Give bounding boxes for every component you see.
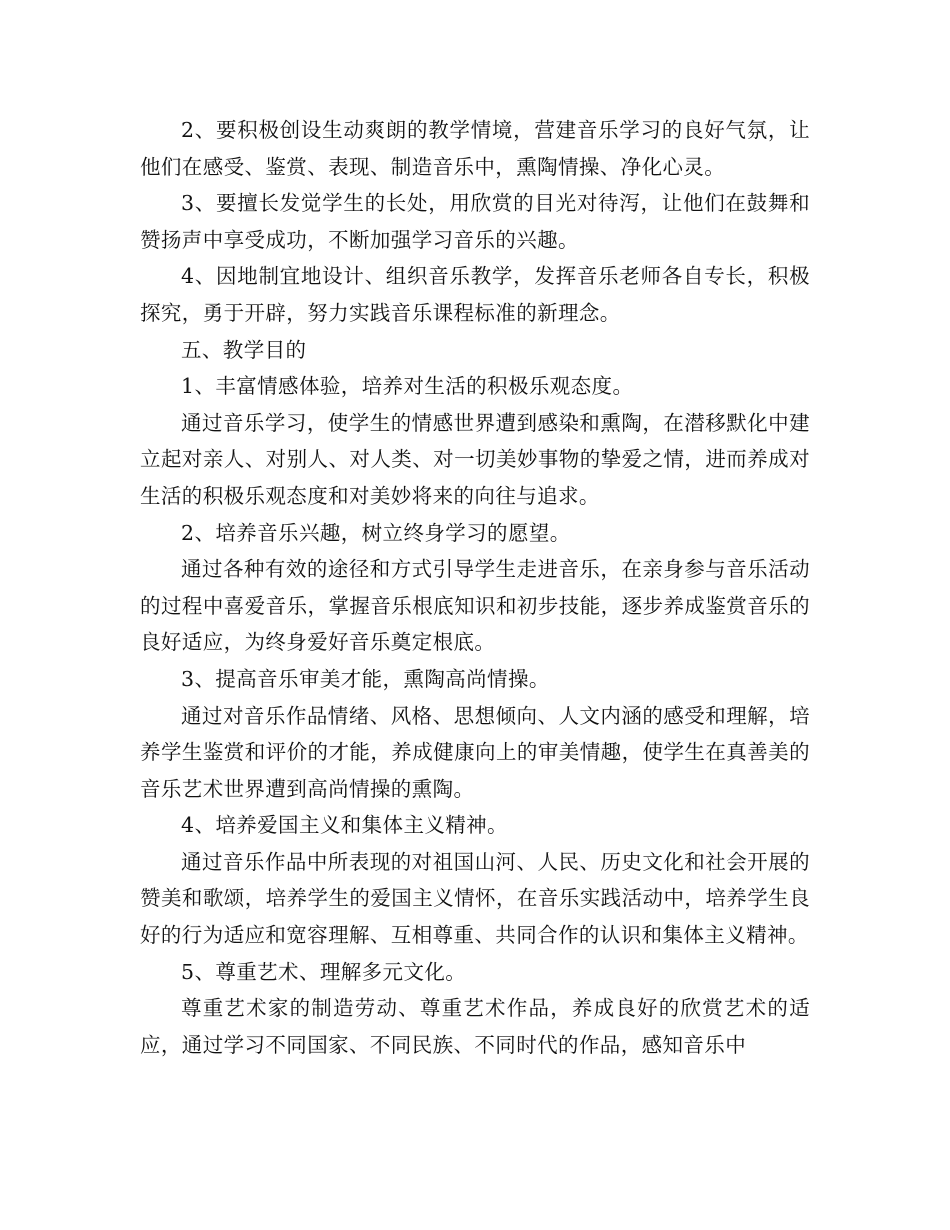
goal-5-body: 尊重艺术家的制造劳动、尊重艺术作品，养成良好的欣赏艺术的适应，通过学习不同国家、不同民族、不同时代的作品，感知音乐中 — [140, 996, 810, 1057]
goal-2-heading: 2、培养音乐兴趣，树立终身学习的愿望。 — [181, 520, 571, 545]
paragraph-strategy-3: 3、要擅长发觉学生的长处，用欣赏的目光对待泻，让他们在鼓舞和赞扬声中享受成功，不断加强学习音乐的兴趣。 — [140, 191, 810, 252]
goal-1-body: 通过音乐学习，使学生的情感世界遭到感染和熏陶，在潜移默化中建立起对亲人、对别人、对人类、对一切美妙事物的挚爱之情，进而养成对生活的积极乐观态度和对美妙将来的向往与追求。 — [140, 410, 810, 508]
goal-3-body: 通过对音乐作品情绪、风格、思想倾向、人文内涵的感受和理解，培养学生鉴赏和评价的才能，养成健康向上的审美情趣，使学生在真善美的音乐艺术世界遭到高尚情操的熏陶。 — [140, 703, 810, 801]
goal-2-body: 通过各种有效的途径和方式引导学生走进音乐，在亲身参与音乐活动的过程中喜爱音乐，掌握音乐根底知识和初步技能，逐步养成鉴赏音乐的良好适应，为终身爱好音乐奠定根底。 — [140, 557, 810, 655]
paragraph-strategy-4: 4、因地制宜地设计、组织音乐教学，发挥音乐老师各自专长，积极探究，勇于开辟，努力实践音乐课程标准的新理念。 — [140, 264, 810, 325]
document-page — [140, 112, 810, 1063]
goal-4-heading: 4、培养爱国主义和集体主义精神。 — [181, 813, 508, 838]
goal-3-heading: 3、提高音乐审美才能，熏陶高尚情操。 — [181, 666, 550, 691]
goal-1-heading: 1、丰富情感体验，培养对生活的积极乐观态度。 — [181, 374, 634, 399]
goal-4-body: 通过音乐作品中所表现的对祖国山河、人民、历史文化和社会开展的赞美和歌颂，培养学生的爱国主义情怀，在音乐实践活动中，培养学生良好的行为适应和宽容理解、互相尊重、共同合作的认识和集体主义精神。 — [140, 849, 810, 948]
paragraph-strategy-2: 2、要积极创设生动爽朗的教学情境，营建音乐学习的良好气氛，让他们在感受、鉴赏、表现、制造音乐中，熏陶情操、净化心灵。 — [140, 118, 810, 179]
goal-5-heading: 5、尊重艺术、理解多元文化。 — [181, 959, 467, 984]
section-heading-teaching-goals: 五、教学目的 — [181, 337, 307, 362]
